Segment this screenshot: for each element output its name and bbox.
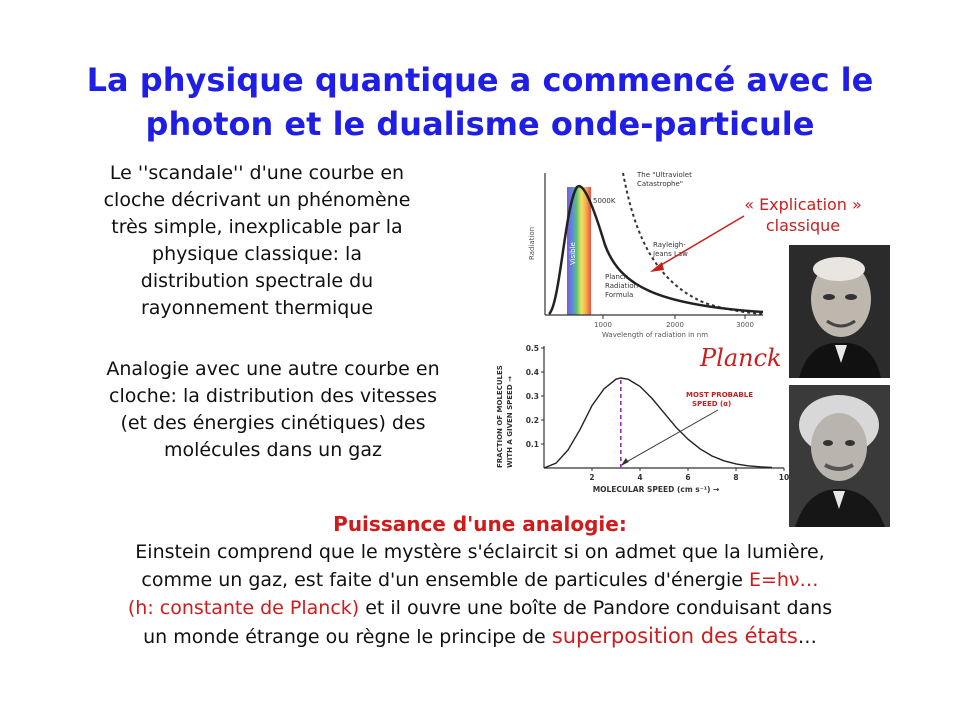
x-tick-label: 2 bbox=[589, 473, 595, 482]
bottom-line-2 bbox=[40, 566, 920, 594]
explication-line-1: « Explication » bbox=[744, 195, 862, 214]
y-tick-label: 0.4 bbox=[525, 368, 539, 377]
x-tick-label: 4 bbox=[637, 473, 643, 482]
y-axis-label: Radiation bbox=[528, 226, 536, 260]
label-planck-3: Formula bbox=[605, 291, 634, 299]
planck-constant-note: (h: constante de Planck) bbox=[127, 597, 360, 619]
gas-analogy-paragraph bbox=[78, 356, 468, 464]
planck-portrait bbox=[789, 245, 890, 378]
y-axis-label-2: WITH A GIVEN SPEED → bbox=[506, 376, 514, 468]
blackbody-paragraph bbox=[72, 160, 442, 322]
bottom-line-2-text: comme un gaz, est faite d'un ensemble de particules d'énergie bbox=[141, 569, 749, 591]
text-line: (et des énergies cinétiques) des bbox=[120, 412, 426, 434]
x-axis-label: MOLECULAR SPEED (cm s⁻¹) → bbox=[592, 485, 720, 494]
slide-title bbox=[60, 58, 900, 146]
y-tick-label: 0.5 bbox=[525, 344, 539, 353]
x-tick-label: 6 bbox=[685, 473, 691, 482]
label-planck-1: Planck bbox=[605, 273, 628, 281]
title-line-2: photon et le dualisme onde-particule bbox=[145, 105, 815, 143]
superposition-phrase: superposition des états bbox=[551, 624, 798, 648]
label-uv-2: Catastrophe" bbox=[637, 180, 684, 188]
y-tick-label: 0.3 bbox=[525, 392, 539, 401]
title-line-1: La physique quantique a commencé avec le bbox=[86, 61, 874, 99]
bottom-line-4-end: … bbox=[797, 626, 817, 648]
y-axis-label-1: FRACTION OF MOLECULES bbox=[496, 365, 504, 468]
x-tick-label: 10 bbox=[778, 473, 790, 482]
text-line: distribution spectrale du bbox=[140, 270, 374, 292]
einstein-portrait bbox=[789, 385, 890, 527]
label-5000k: 5000K bbox=[593, 197, 616, 205]
annotation-most-probable-2: SPEED (α) bbox=[692, 400, 732, 408]
x-axis-label: Wavelength of radiation in nm bbox=[601, 331, 709, 339]
text-line: cloche: la distribution des vitesses bbox=[109, 385, 437, 407]
tick-label: 2000 bbox=[666, 321, 684, 329]
text-line: cloche décrivant un phénomène bbox=[103, 189, 411, 211]
bottom-line-1: Einstein comprend que le mystère s'éclaircit si on admet que la lumière, bbox=[135, 541, 825, 563]
bottom-text-block bbox=[40, 510, 920, 651]
bottom-line-3 bbox=[40, 594, 920, 622]
label-rj-1: Rayleigh- bbox=[653, 241, 686, 249]
label-visible: Visible bbox=[569, 242, 577, 265]
label-planck-2: Radiation bbox=[605, 282, 639, 290]
analogy-heading: Puissance d'une analogie: bbox=[333, 512, 627, 536]
label-rj-2: Jeans Law bbox=[653, 250, 688, 258]
text-line: molécules dans un gaz bbox=[164, 439, 382, 461]
planck-label: Planck bbox=[700, 344, 782, 372]
label-uv-1: The "Ultraviolet bbox=[637, 171, 692, 179]
annotation-pointer bbox=[623, 410, 718, 464]
bottom-line-4 bbox=[40, 622, 920, 651]
text-line: Le ''scandale'' d'une courbe en bbox=[109, 162, 405, 184]
y-tick-label: 0.1 bbox=[525, 440, 539, 449]
energy-formula: E=hν… bbox=[748, 569, 819, 591]
explication-classique-label bbox=[728, 194, 878, 236]
annotation-most-probable-1: MOST PROBABLE bbox=[686, 391, 753, 399]
text-line: physique classique: la bbox=[152, 243, 362, 265]
explication-line-2: classique bbox=[765, 216, 841, 235]
x-tick-label: 8 bbox=[733, 473, 739, 482]
tick-label: 3000 bbox=[736, 321, 754, 329]
bottom-line-4-text: un monde étrange ou règne le principe de bbox=[143, 626, 552, 648]
annotation-arrowhead bbox=[621, 458, 629, 466]
y-tick-label: 0.2 bbox=[525, 416, 539, 425]
tick-label: 1000 bbox=[594, 321, 612, 329]
text-line: Analogie avec une autre courbe en bbox=[106, 358, 440, 380]
text-line: rayonnement thermique bbox=[140, 297, 374, 319]
text-line: très simple, inexplicable par la bbox=[111, 216, 403, 238]
bottom-line-3-text: et il ouvre une boîte de Pandore conduisant dans bbox=[359, 597, 833, 619]
